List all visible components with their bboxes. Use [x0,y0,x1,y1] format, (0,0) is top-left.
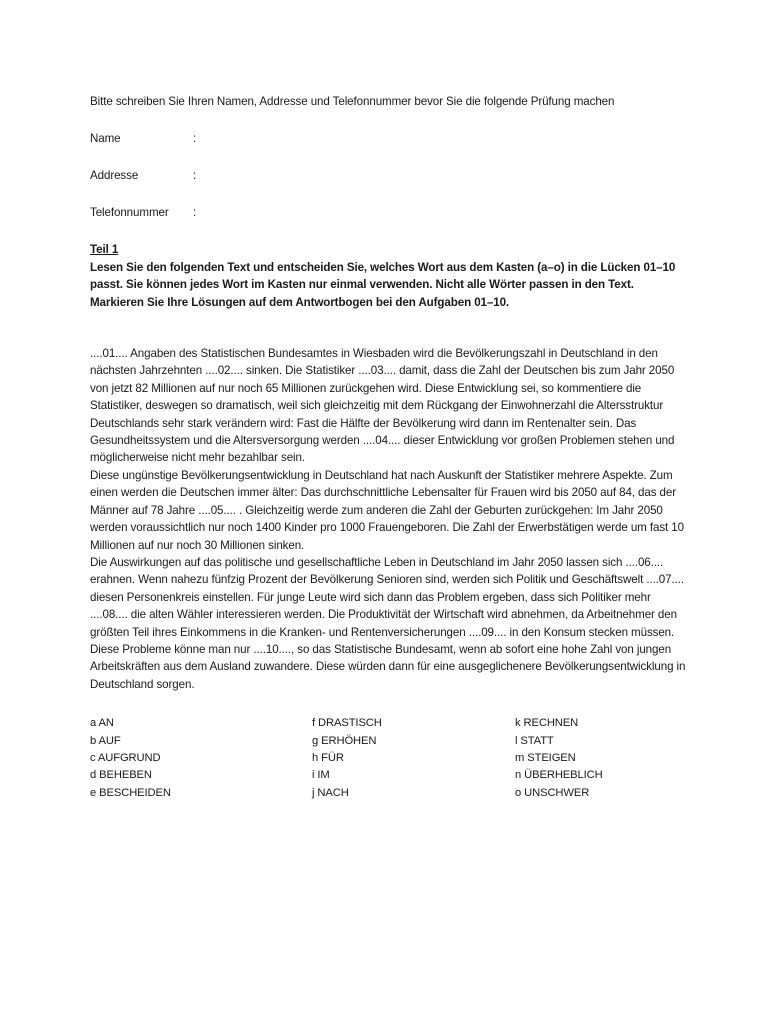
exam-page [90,93,690,802]
word-option: e BESCHEIDEN [90,786,171,799]
phone-colon: : [193,206,197,220]
section-instructions: Lesen Sie den folgenden Text und entscheiden Sie, welches Wort aus dem Kasten (a–o) in die Lücken 01–10 passt. Sie können jedes Wort im Kasten nur einmal verwenden. Nicht alle Wörter passen in den Text. Markieren Sie Ihre Lösungen auf dem Antwortbogen bei den Aufgaben 01–10. [90,260,676,309]
name-field-row [90,130,690,147]
word-option: j NACH [312,786,349,799]
word-option: d BEHEBEN [90,769,152,782]
phone-field-row [90,204,690,221]
word-column-1 [90,715,312,802]
word-option: l STATT [515,734,554,747]
word-option: a AN [90,717,114,730]
paragraph: Die Auswirkungen auf das politische und gesellschaftliche Leben in Deutschland im Jahr 2050 lassen sich ....06.... erahnen. Wenn nahezu fünfzig Prozent der Bevölkerung Senioren sind, werden sich Politik und Geschäftswelt ....07.... diesen Personenkreis einstellen. Für junge Leute wird sich dann das Problem ergeben, dass sich Politiker mehr ....08.... die alten Wähler interessieren werden. Die Produktivität der Wirtschaft wird abnehmen, da Arbeitnehmer den größten Teil ihres Einkommens in die Kranken- und Rentenversicherungen ....09.... in den Konsum stecken müssen. Diese Probleme könne man nur ....10...., so das Statistische Bundesamt, wenn ab sofort eine hohe Zahl von jungen Arbeitskräften aus dem Ausland zuwandere. Diese würden dann für eine ausgeglichenere Bevölkerungsentwicklung in Deutschland sorgen. [90,555,686,691]
word-option: b AUF [90,734,121,747]
intro-text: Bitte schreiben Sie Ihren Namen, Addresse und Telefonnummer bevor Sie die folgende Prüfung machen [90,95,615,108]
name-label: Name [90,132,121,146]
word-option: c AUFGRUND [90,751,161,764]
phone-label: Telefonnummer [90,206,169,220]
name-colon: : [193,132,197,146]
word-option: h FÜR [312,751,344,764]
word-column-3 [515,715,690,802]
word-option: g ERHÖHEN [312,734,377,747]
address-label: Addresse [90,169,139,183]
address-field-row [90,167,690,184]
word-option: k RECHNEN [515,717,579,730]
word-option: o UNSCHWER [515,786,590,799]
section-title: Teil 1 [90,243,119,257]
paragraph: ....01.... Angaben des Statistischen Bundesamtes in Wiesbaden wird die Bevölkerungszahl in Deutschland in den nächsten Jahrzehnten ....02.... sinken. Die Statistiker ....03.... damit, dass die Zahl der Deutschen bis zum Jahr 2050 von jetzt 82 Millionen auf nur noch 65 Millionen zurückgehen wird. Diese Entwicklung sei, so kommentiere die Statistiker, deswegen so dramatisch, weil sich gleichzeitig mit dem Rückgang der Einwohnerzahl die Altersstruktur Deutschlands sehr stark verändern wird: Fast die Hälfte der Bevölkerung wird dann im Rentenalter sein. Das Gesundheitssystem und die Altersversorgung werden ....04.... dieser Entwicklung vor großen Problemen stehen und möglicherweise nicht mehr bezahlbar sein. [90,347,675,465]
address-colon: : [193,169,197,183]
word-box [90,715,690,802]
word-option: m STEIGEN [515,751,576,764]
reading-text [90,345,690,693]
word-option: f DRASTISCH [312,717,382,730]
paragraph: Diese ungünstige Bevölkerungsentwicklung in Deutschland hat nach Auskunft der Statistiker mehrere Aspekte. Zum einen werden die Deutschen immer älter: Das durchschnittliche Lebensalter für Frauen wird bis 2050 auf 84, das der Männer auf 78 Jahre ....05.... . Gleichzeitig werde zum anderen die Zahl der Geburten zurückgehen: Im Jahr 2050 werden voraussichtlich nur noch 1400 Kinder pro 1000 Frauengeboren. Die Zahl der Erwerbstätigen werde um fast 10 Millionen auf nur noch 30 Millionen sinken. [90,468,684,552]
word-option: i IM [312,769,330,782]
word-column-2 [312,715,515,802]
word-option: n ÜBERHEBLICH [515,769,603,782]
